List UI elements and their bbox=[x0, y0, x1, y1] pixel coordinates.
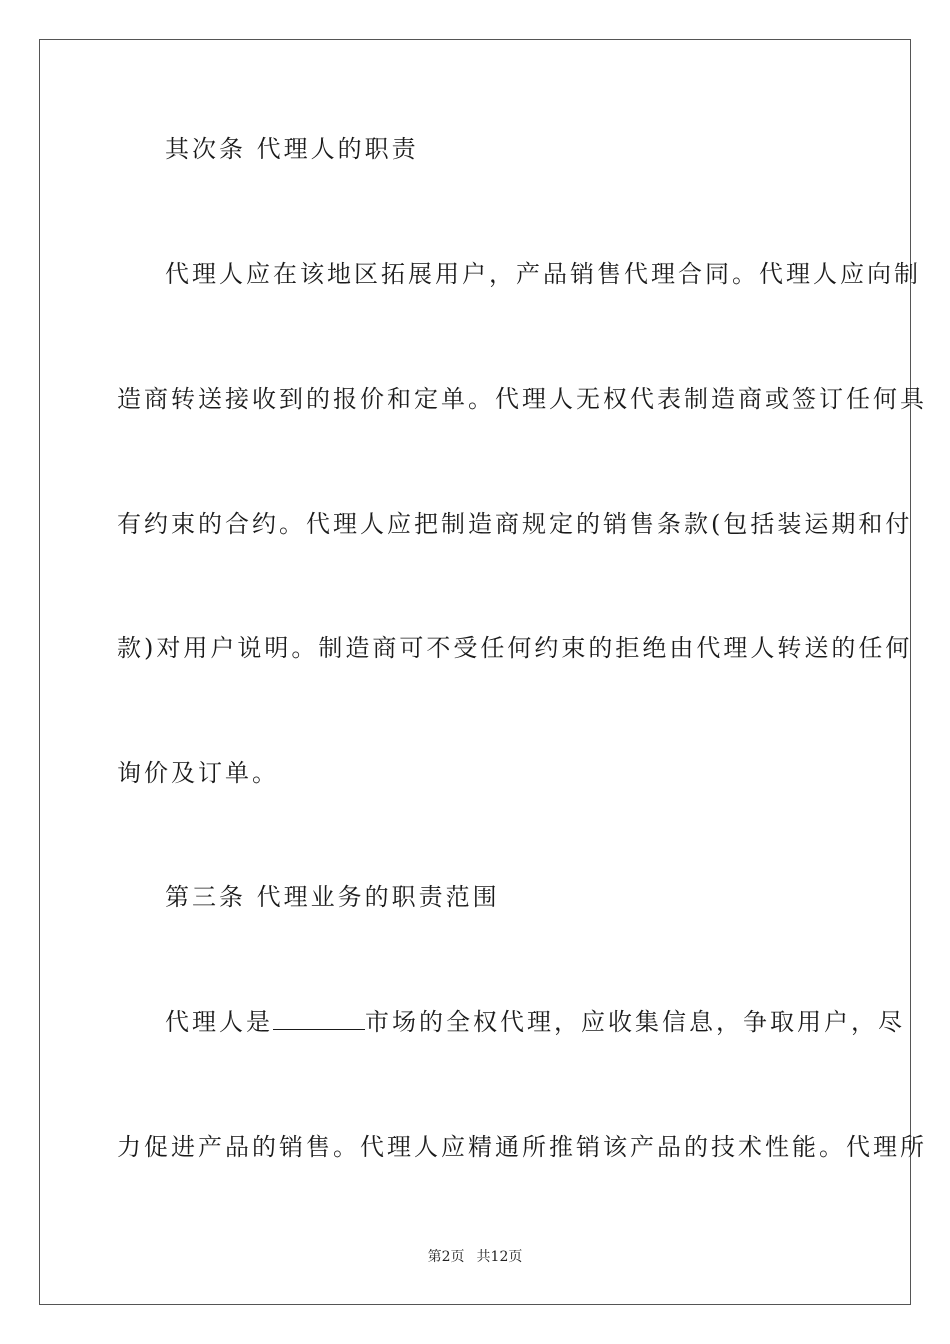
paragraph-line: 代理人应在该地区拓展用户，产品销售代理合同。代理人应向制 bbox=[165, 260, 921, 288]
paragraph-line-with-blank bbox=[165, 1006, 905, 1038]
section-heading-2: 其次条 代理人的职责 bbox=[165, 135, 419, 163]
page-number: 第2页 bbox=[427, 1249, 465, 1265]
page-border bbox=[39, 39, 927, 1305]
blank-suffix: 市场的全权代理，应收集信息，争取用户，尽 bbox=[365, 1008, 905, 1036]
paragraph-line: 询价及订单。 bbox=[117, 759, 279, 787]
paragraph-line: 力促进产品的销售。代理人应精通所推销该产品的技术性能。代理所 bbox=[117, 1133, 927, 1161]
paragraph-line: 有约束的合约。代理人应把制造商规定的销售条款(包括装运期和付 bbox=[117, 510, 913, 538]
fill-in-blank bbox=[273, 1007, 365, 1030]
page-total: 共12页 bbox=[476, 1249, 523, 1265]
paragraph-line: 造商转送接收到的报价和定单。代理人无权代表制造商或签订任何具 bbox=[117, 385, 927, 413]
paragraph-line: 款)对用户说明。制造商可不受任何约束的拒绝由代理人转送的任何 bbox=[117, 634, 913, 662]
page-footer bbox=[0, 1248, 950, 1266]
blank-prefix: 代理人是 bbox=[165, 1008, 273, 1036]
section-heading-3: 第三条 代理业务的职责范围 bbox=[165, 883, 500, 911]
